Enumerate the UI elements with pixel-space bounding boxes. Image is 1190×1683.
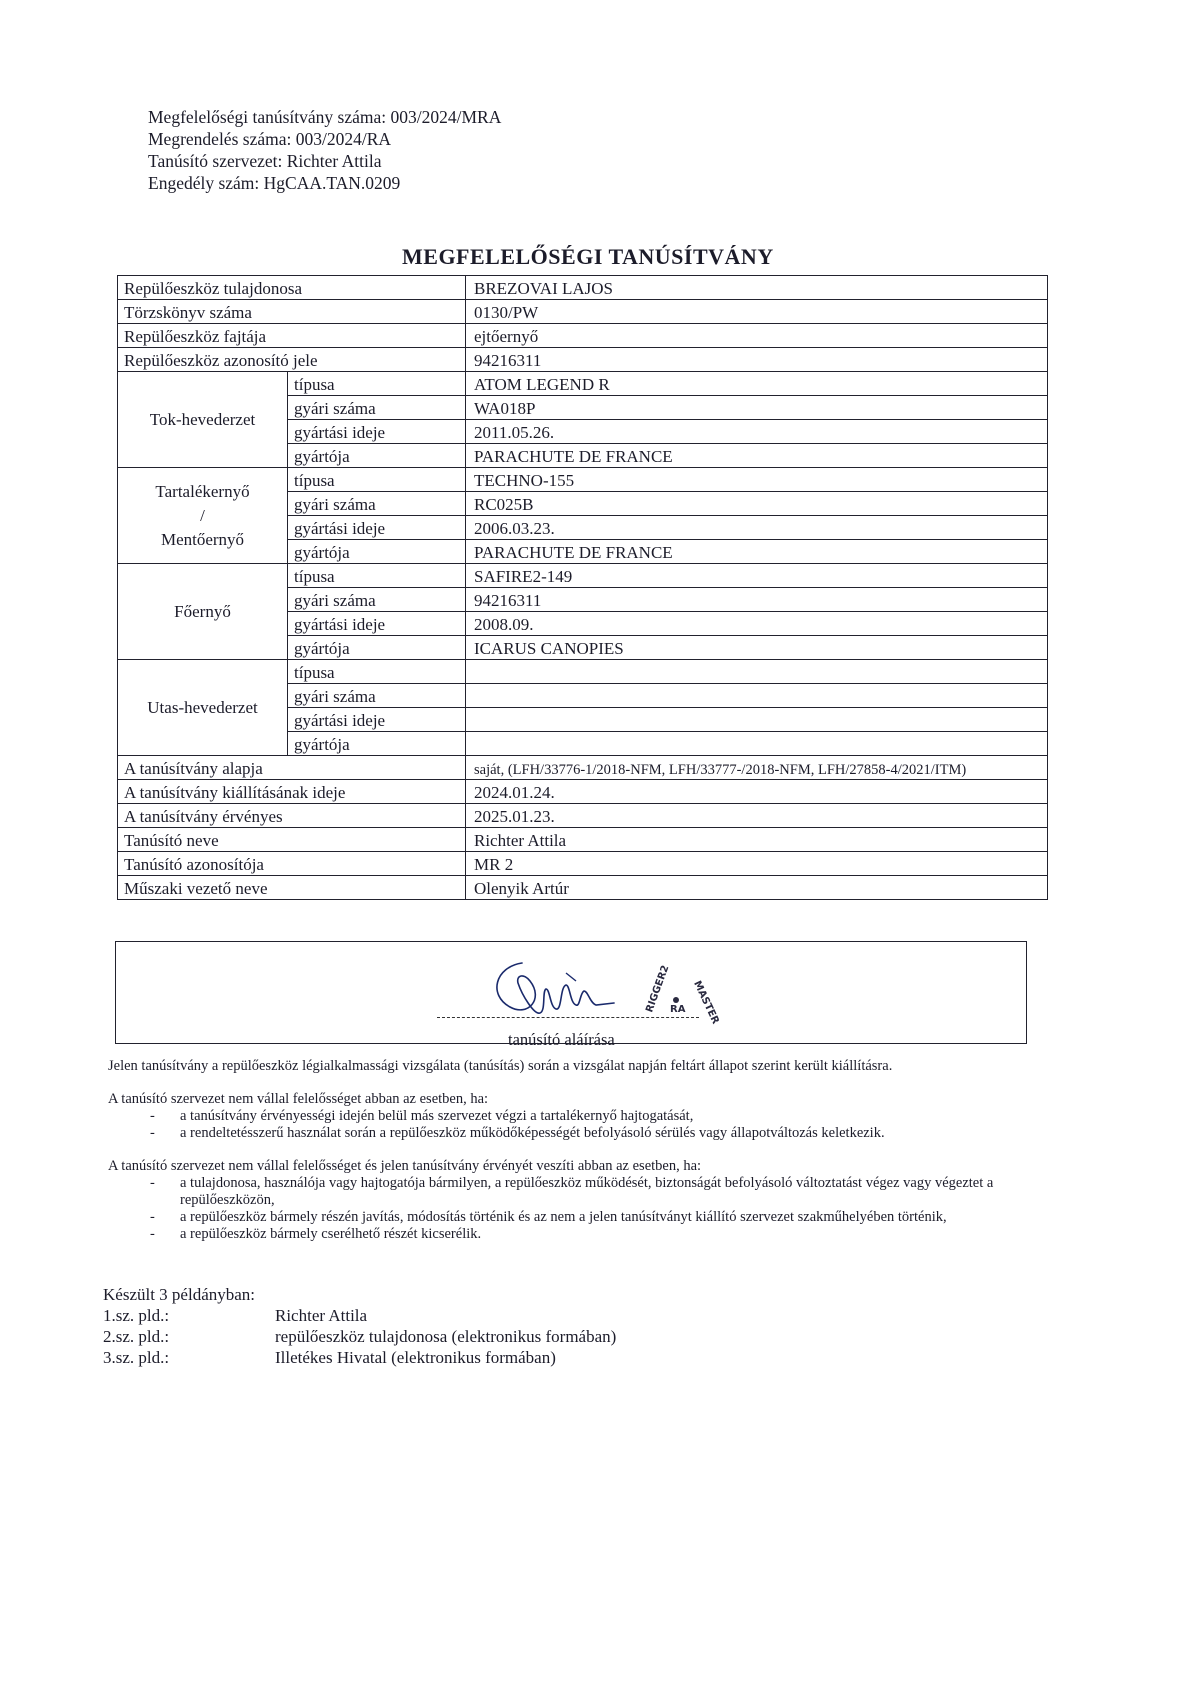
sub-label-serial: gyári száma [288,396,466,420]
sub-label-type: típusa [288,468,466,492]
sub-label-serial: gyári száma [288,684,466,708]
list-item: - a repülőeszköz bármely részén javítás, módosítás történik és az nem a jelen tanúsítványt kiállító szervezet szakműhelyében történik, [150,1209,947,1225]
sub-label-maker: gyártója [288,540,466,564]
table-row [118,756,1048,780]
basis-value: saját, (LFH/33776-1/2018-NFM, LFH/33777-/2018-NFM, LFH/27858-4/2021/ITM) [466,756,1048,780]
reserve-maker: PARACHUTE DE FRANCE [466,540,1048,564]
certifier-label: Tanúsító neve [118,828,466,852]
signature-line [437,1017,699,1018]
tech-manager-value: Olenyik Artúr [466,876,1048,900]
reserve-date: 2006.03.23. [466,516,1048,540]
order-number: Megrendelés száma: 003/2024/RA [148,129,392,149]
main-maker: ICARUS CANOPIES [466,636,1048,660]
signature-label: tanúsító aláírása [508,1030,615,1049]
passenger-group-label: Utas-hevederzet [118,660,288,756]
table-row [118,828,1048,852]
logbook-label: Törzskönyv száma [118,300,466,324]
document-header [148,106,501,194]
sub-label-date: gyártási ideje [288,420,466,444]
passenger-maker [466,732,1048,756]
harness-serial: WA018P [466,396,1048,420]
list-item: 2.sz. pld.: repülőeszköz tulajdonosa (elektronikus formában) [103,1327,617,1346]
table-row [118,300,1048,324]
permit-number: Engedély szám: HgCAA.TAN.0209 [148,173,401,193]
svg-text:MASTER: MASTER [691,979,721,1026]
main-date: 2008.09. [466,612,1048,636]
sub-label-maker: gyártója [288,636,466,660]
sub-label-date: gyártási ideje [288,612,466,636]
passenger-serial [466,684,1048,708]
list-item: 1.sz. pld.: Richter Attila [103,1306,368,1325]
sub-label-date: gyártási ideje [288,708,466,732]
sub-label-type: típusa [288,564,466,588]
harness-group-label: Tok-hevederzet [118,372,288,468]
issued-value: 2024.01.24. [466,780,1048,804]
list-item: 3.sz. pld.: Illetékes Hivatal (elektronikus formában) [103,1348,556,1367]
cert-number: Megfelelőségi tanúsítvány száma: 003/2024/MRA [148,107,502,127]
list-item: - a repülőeszköz bármely cserélhető részét kicserélik. [150,1226,482,1242]
aircraft-id-label: Repülőeszköz azonosító jele [118,348,466,372]
certifier-id-value: MR 2 [466,852,1048,876]
sub-label-maker: gyártója [288,444,466,468]
handwritten-signature [480,955,630,1025]
list-item: - a rendeltetésszerű használat során a repülőeszköz működőképességét befolyásoló sérülés vagy állapotváltozás keletkezik. [150,1125,885,1141]
passenger-type [466,660,1048,684]
notes-section [108,1058,1018,1243]
table-row [118,780,1048,804]
issued-label: A tanúsítvány kiállításának ideje [118,780,466,804]
table-row [118,276,1048,300]
reserve-type: TECHNO-155 [466,468,1048,492]
sub-label-date: gyártási ideje [288,516,466,540]
svg-text:RA: RA [670,1004,686,1015]
harness-date: 2011.05.26. [466,420,1048,444]
certifier-value: Richter Attila [466,828,1048,852]
rigger-stamp [640,963,721,1032]
aircraft-type-value: ejtőernyő [466,324,1048,348]
table-row [118,564,1048,588]
table-row [118,324,1048,348]
reserve-serial: RC025B [466,492,1048,516]
aircraft-type-label: Repülőeszköz fajtája [118,324,466,348]
harness-type: ATOM LEGEND R [466,372,1048,396]
owner-value: BREZOVAI LAJOS [466,276,1048,300]
liability-paragraph-2: A tanúsító szervezet nem vállal felelősséget és jelen tanúsítvány érvényét veszíti abban az esetben, ha: [108,1158,702,1174]
notes-intro: Jelen tanúsítvány a repülőeszköz légialkalmassági vizsgálata (tanúsítás) során a vizsgálat napján feltárt állapot szerint került kiállításra. [108,1058,893,1074]
table-row [118,804,1048,828]
sub-label-type: típusa [288,660,466,684]
sub-label-maker: gyártója [288,732,466,756]
document-title: MEGFELELŐSÉGI TANÚSÍTVÁNY [402,244,774,269]
reserve-group-label [118,468,288,564]
harness-maker: PARACHUTE DE FRANCE [466,444,1048,468]
reserve-label-line3: Mentőernyő [160,529,245,549]
sub-label-serial: gyári száma [288,492,466,516]
reserve-label-line2: / [200,505,205,525]
sub-label-type: típusa [288,372,466,396]
table-row [118,660,1048,684]
main-group-label: Főernyő [118,564,288,660]
svg-text:RIGGER2: RIGGER2 [644,963,672,1015]
table-row [118,852,1048,876]
tech-manager-label: Műszaki vezető neve [118,876,466,900]
copies-section [103,1284,616,1368]
list-item: - a tulajdonosa, használója vagy hajtogatója bármilyen, a repülőeszköz működését, biztonságát befolyásoló változtatást végez vagy végeztet a repülőeszközön, [150,1175,994,1208]
list-item: - a tanúsítvány érvényességi idején belül más szervezet végzi a tartalékernyő hajtogatását, [150,1108,694,1124]
aircraft-id-value: 94216311 [466,348,1048,372]
certificate-table [117,275,1048,900]
logbook-value: 0130/PW [466,300,1048,324]
liability-paragraph-1: A tanúsító szervezet nem vállal felelősséget abban az esetben, ha: [108,1091,489,1107]
main-type: SAFIRE2-149 [466,564,1048,588]
basis-label: A tanúsítvány alapja [118,756,466,780]
table-row [118,372,1048,396]
valid-label: A tanúsítvány érvényes [118,804,466,828]
owner-label: Repülőeszköz tulajdonosa [118,276,466,300]
sub-label-serial: gyári száma [288,588,466,612]
certifying-organization: Tanúsító szervezet: Richter Attila [148,151,382,171]
reserve-label-line1: Tartalékernyő [155,481,250,501]
valid-value: 2025.01.23. [466,804,1048,828]
copies-heading: Készült 3 példányban: [103,1285,256,1304]
certifier-id-label: Tanúsító azonosítója [118,852,466,876]
passenger-date [466,708,1048,732]
table-row [118,876,1048,900]
table-row [118,348,1048,372]
table-row [118,468,1048,492]
main-serial: 94216311 [466,588,1048,612]
